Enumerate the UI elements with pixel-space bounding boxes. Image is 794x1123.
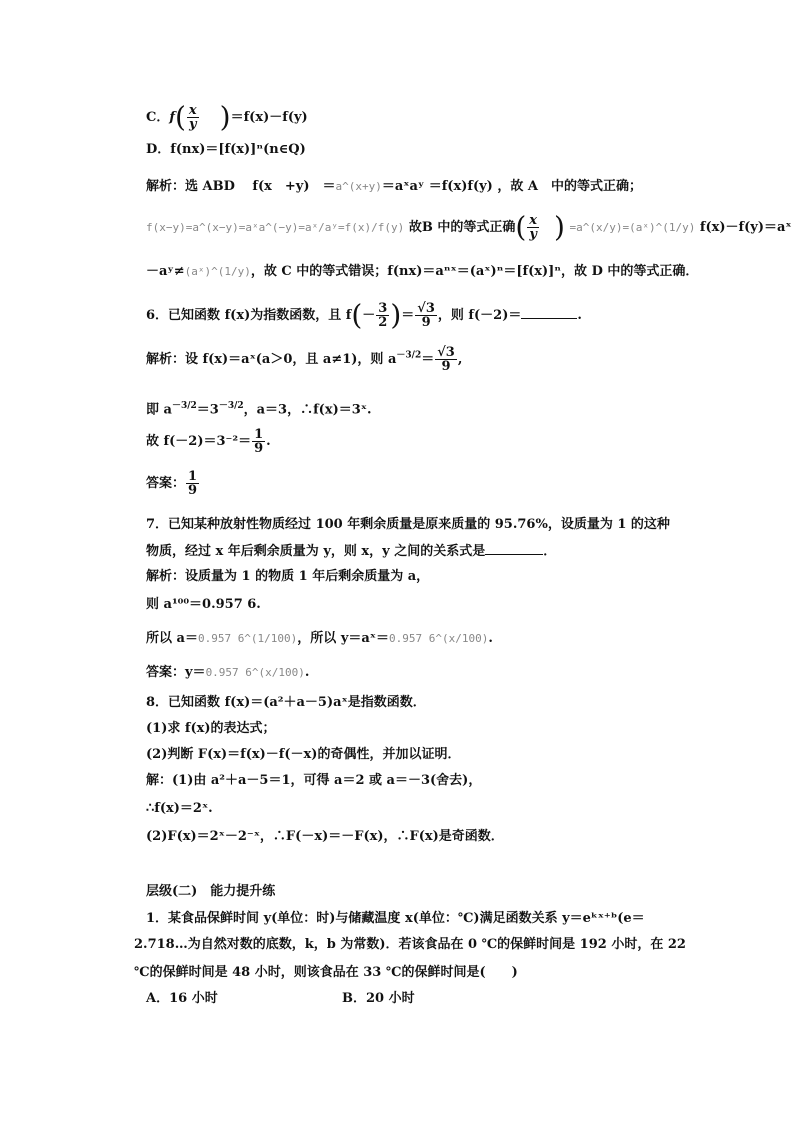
q8-part1: (1)求 f(x)的表达式； [146, 721, 276, 736]
q7-solution-line2: 则 a¹⁰⁰＝0.957 6. [146, 597, 261, 612]
q7-stem-line2: 物质，经过 x 年后剩余质量为 y，则 x，y 之间的关系式是 ． [146, 544, 557, 559]
q8-part2: (2)判断 F(x)＝f(x)－f(－x)的奇偶性，并加以证明． [146, 747, 461, 762]
q5-solution-line1: 解析：选 ABD f(x +y) ＝a^(x+y)＝aˣaʸ ＝f(x)f(y) ，故 A 中的等式正确； [146, 179, 642, 194]
q6-solution-line1: 解析：设 f(x)＝aˣ(a＞0，且 a≠1)，则 $a^{-3/2}=$ $\frac{√3}{9}$ , [146, 345, 463, 374]
q5-option-c: C．f( $\frac{x}{y}$ )＝f(x)－f(y) [146, 100, 308, 134]
q5-option-d: D．f(nx)＝[f(x)]ⁿ(n∈Q) [146, 142, 306, 157]
q8-solution-line2: ∴f(x)＝2ˣ. [146, 801, 213, 816]
level2-q1-line1: 1．某食品保鲜时间 y(单位：时)与储藏温度 x(单位：℃)满足函数关系 y＝eᵏˣ⁺ᵇ(e＝ [146, 911, 645, 926]
section-heading: 层级(二) 能力提升练 [146, 884, 276, 899]
q5-solution-line2: f(x−y)=a^(x−y)=aˣa^(−y)=aˣ/aʸ=f(x)/f(y) 故B 中的等式正确( $\frac{x}{y}$ ) =a^(x/y)=(aˣ)^(1/y) f(x)－f(y)＝aˣ [146, 210, 792, 244]
q6-stem: 6．已知函数 f(x)为指数函数，且 f(－ $\frac{3}{2}$ )＝ $\frac{√3}{9}$ ，则 f(－2)＝ . [146, 298, 582, 332]
level2-q1-option-a: A．16 小时 [146, 991, 218, 1006]
q6-answer-blank [521, 306, 577, 319]
q7-answer: 答案：y＝0.957 6^(x/100). [146, 665, 310, 680]
level2-q1-option-b: B．20 小时 [342, 991, 415, 1006]
q7-stem-line1: 7．已知某种放射性物质经过 100 年剩余质量是原来质量的 95.76%，设质量为 1 的这种 [146, 517, 670, 532]
level2-q1-line2: 2.718…为自然对数的底数，k，b 为常数)．若该食品在 0 ℃的保鲜时间是 192 小时，在 22 [134, 937, 686, 952]
q8-stem: 8．已知函数 f(x)＝(a²＋a－5)aˣ是指数函数． [146, 695, 426, 710]
q7-solution-line3: 所以 a＝0.957 6^(1/100)，所以 y＝aˣ＝0.957 6^(x/100). [146, 631, 493, 646]
q8-solution-line3: (2)F(x)＝2ˣ－2⁻ˣ，∴F(－x)＝－F(x)，∴F(x)是奇函数． [146, 829, 504, 844]
q6-answer: 答案： $\frac{1}{9}$ [146, 469, 198, 498]
q6-solution-line2: 即 $a^{-3/2}=3^{-3/2}$，a＝3，∴f(x)＝3ˣ. [146, 401, 372, 418]
q6-solution-line3: 故 f(－2)＝3⁻²＝ $\frac{1}{9}$ . [146, 427, 271, 456]
q8-solution-line1: 解：(1)由 a²＋a－5＝1，可得 a＝2 或 a＝－3(舍去)， [146, 773, 482, 788]
q7-answer-blank [485, 542, 543, 555]
q7-solution-line1: 解析：设质量为 1 的物质 1 年后剩余质量为 a， [146, 569, 430, 584]
q5-solution-line3: －aʸ≠(aˣ)^(1/y)，故 C 中的等式错误；f(nx)＝aⁿˣ＝(aˣ)ⁿ＝[f(x)]ⁿ，故 D 中的等式正确． [146, 264, 699, 279]
level2-q1-line3: ℃的保鲜时间是 48 小时，则该食品在 33 ℃的保鲜时间是( ) [134, 965, 518, 980]
